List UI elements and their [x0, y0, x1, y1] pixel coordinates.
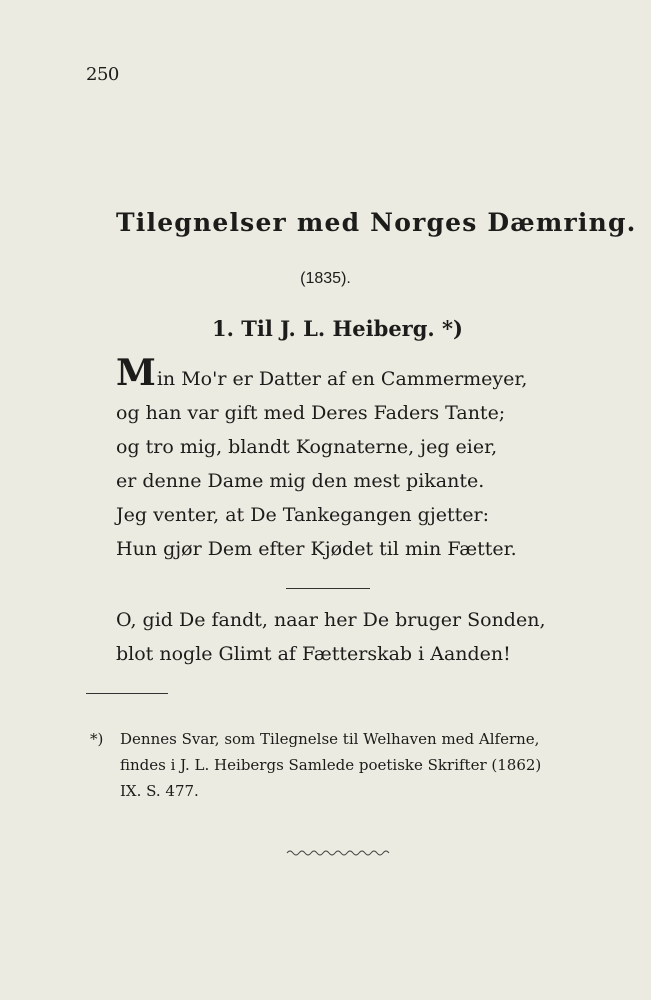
verse-line: og tro mig, blandt Kognaterne, jeg eier,	[116, 436, 498, 458]
verse-line: Jeg venter, at De Tankegangen gjetter:	[116, 504, 489, 526]
chapter-title: Tilegnelser med Norges Dæmring.	[116, 208, 637, 237]
verse-line: Hun gjør Dem efter Kjødet til min Fætter.	[116, 538, 517, 560]
page-number: 250	[86, 64, 119, 85]
drop-cap: M	[116, 352, 156, 394]
verse-line: og han var gift med Deres Faders Tante;	[116, 402, 506, 424]
verse-line	[116, 352, 528, 396]
stanza-divider	[286, 588, 370, 589]
verse-line: O, gid De fandt, naar her De bruger Sonden,	[116, 609, 546, 631]
footnote-line	[90, 726, 590, 752]
verse-line: blot nogle Glimt af Fætterskab i Aanden!	[116, 643, 511, 665]
footnote-line: findes i J. L. Heibergs Samlede poetiske Skrifter (1862)	[120, 756, 542, 774]
chapter-year: (1835).	[300, 270, 351, 287]
footnote-line: IX. S. 477.	[120, 782, 199, 800]
verse-line: er denne Dame mig den mest pikante.	[116, 470, 485, 492]
stanza-2	[116, 603, 546, 671]
wavy-ornament-icon	[285, 846, 393, 858]
footnote-marker: *)	[90, 730, 104, 748]
footnote	[90, 726, 590, 804]
verse-line-text: in Mo'r er Datter af en Cammermeyer,	[156, 368, 528, 390]
poem-heading: 1. Til J. L. Heiberg. *)	[212, 316, 463, 341]
footnote-text: Dennes Svar, som Tilegnelse til Welhaven med Alferne,	[120, 730, 540, 748]
footnote-divider	[86, 693, 168, 694]
stanza-1	[116, 352, 528, 566]
